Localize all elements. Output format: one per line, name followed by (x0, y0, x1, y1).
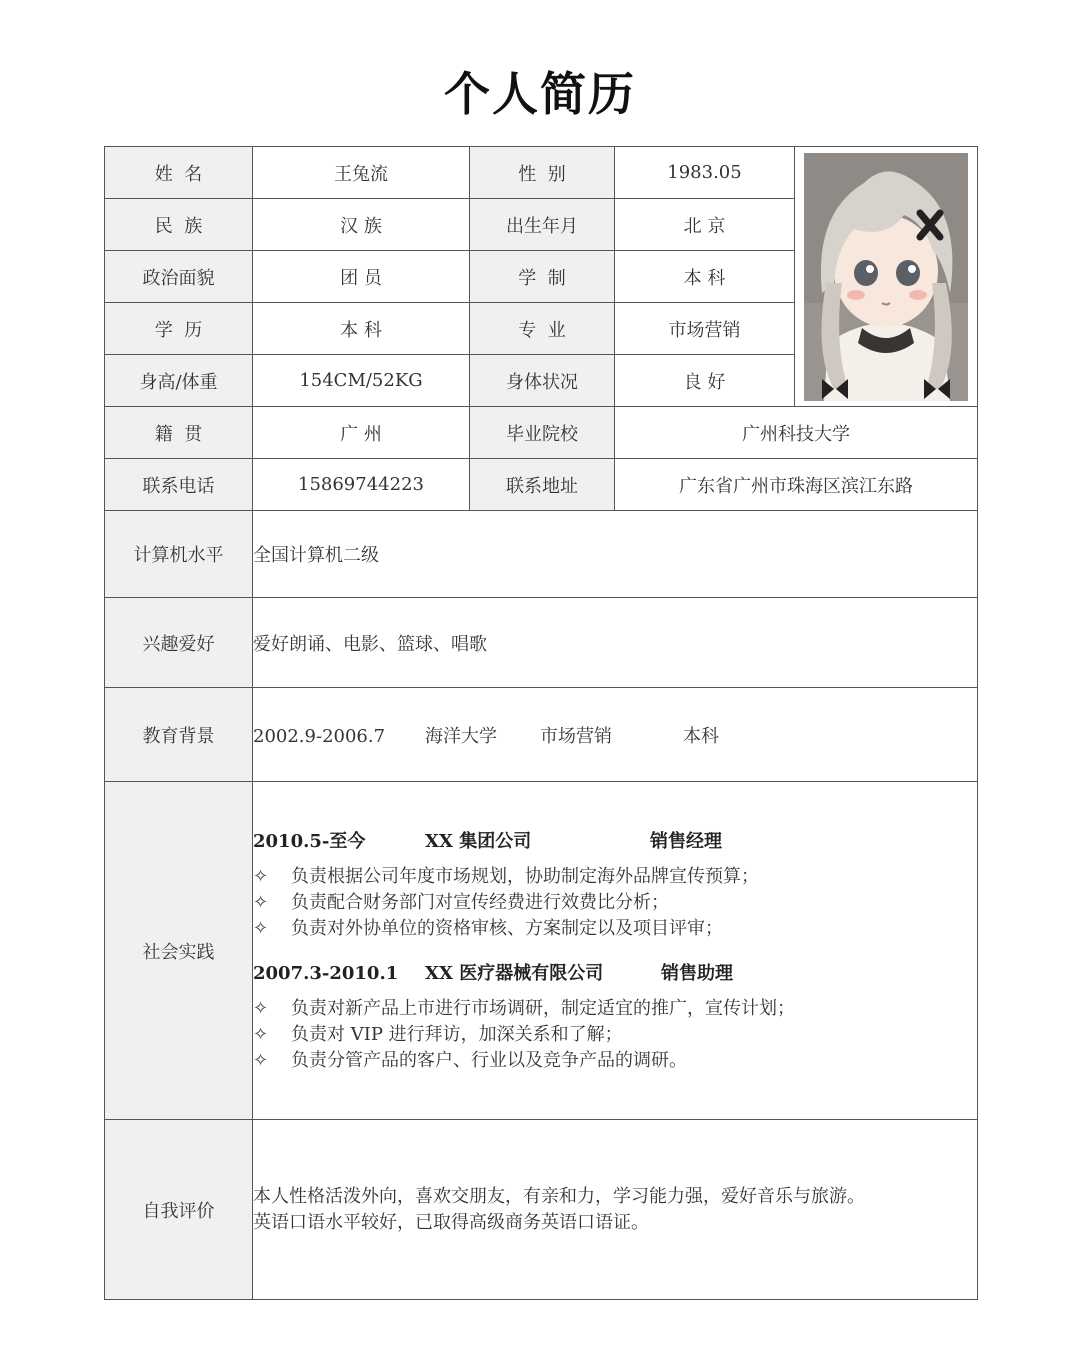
list-item: ✧ 负责对外协单位的资格审核、方案制定以及项目评审； (253, 917, 723, 939)
education-label: 教育背景 (105, 688, 253, 782)
education-value (253, 688, 978, 782)
job-2-header (253, 959, 977, 985)
job-2-company: XX 医疗器械有限公司 (425, 962, 604, 984)
ethnicity-value: 汉 族 (253, 199, 470, 251)
job-1-company: XX 集团公司 (425, 830, 532, 852)
practice-content (253, 782, 978, 1120)
phone-label: 联系电话 (105, 459, 253, 511)
list-item: ✧ 负责配合财务部门对宣传经费进行效费比分析； (253, 891, 669, 913)
education-degree: 本科 (683, 725, 719, 747)
bullet-icon: ✧ (253, 891, 269, 913)
job-2-period: 2007.3-2010.1 (253, 962, 399, 984)
native-place-label: 籍 贯 (105, 407, 253, 459)
height-weight-label: 身高/体重 (105, 355, 253, 407)
address-value: 广东省广州市珠海区滨江东路 (615, 459, 978, 511)
education-major: 市场营销 (540, 725, 612, 747)
photo-cell (795, 147, 978, 407)
school-label: 毕业院校 (470, 407, 615, 459)
page-title: 个人简历 (444, 67, 636, 121)
health-value: 良 好 (615, 355, 795, 407)
political-value: 团 员 (253, 251, 470, 303)
computer-level-value: 全国计算机二级 (253, 511, 978, 598)
height-weight-value: 154CM/52KG (253, 355, 470, 407)
address-label: 联系地址 (470, 459, 615, 511)
birth-value: 北 京 (615, 199, 795, 251)
ethnicity-label: 民 族 (105, 199, 253, 251)
hobbies-label: 兴趣爱好 (105, 598, 253, 688)
school-value: 广州科技大学 (615, 407, 978, 459)
job-1-position: 销售经理 (650, 830, 722, 852)
system-value: 本 科 (615, 251, 795, 303)
bullet-icon: ✧ (253, 865, 269, 887)
self-evaluation-label: 自我评价 (105, 1120, 253, 1300)
computer-level-label: 计算机水平 (105, 511, 253, 598)
gender-label: 性 别 (470, 147, 615, 199)
major-label: 专 业 (470, 303, 615, 355)
resume-table (104, 146, 978, 1300)
job-2-position: 销售助理 (661, 962, 733, 984)
list-item: ✧ 负责对新产品上市进行市场调研，制定适宜的推广，宣传计划； (253, 997, 795, 1019)
self-evaluation-line-1: 本人性格活泼外向，喜欢交朋友，有亲和力，学习能力强，爱好音乐与旅游。 (253, 1185, 865, 1207)
job-2 (253, 959, 977, 1073)
list-item: ✧ 负责对 VIP 进行拜访，加深关系和了解； (253, 1023, 623, 1045)
bullet-icon: ✧ (253, 1049, 269, 1071)
list-item: ✧ 负责分管产品的客户、行业以及竞争产品的调研。 (253, 1049, 687, 1071)
practice-label: 社会实践 (105, 782, 253, 1120)
phone-value: 15869744223 (253, 459, 470, 511)
job-1-header (253, 827, 977, 853)
hobbies-value: 爱好朗诵、电影、篮球、唱歌 (253, 598, 978, 688)
self-evaluation-line-2: 英语口语水平较好，已取得高级商务英语口语证。 (253, 1211, 649, 1233)
degree-label: 学 历 (105, 303, 253, 355)
job-1 (253, 827, 977, 941)
bullet-icon: ✧ (253, 997, 269, 1019)
birth-label: 出生年月 (470, 199, 615, 251)
list-item: ✧ 负责根据公司年度市场规划，协助制定海外品牌宣传预算； (253, 865, 759, 887)
native-place-value: 广 州 (253, 407, 470, 459)
education-school: 海洋大学 (425, 725, 497, 747)
job-1-duties (253, 865, 977, 941)
major-value: 市场营销 (615, 303, 795, 355)
job-2-duties (253, 997, 977, 1073)
name-value: 王兔流 (253, 147, 470, 199)
bullet-icon: ✧ (253, 917, 269, 939)
health-label: 身体状况 (470, 355, 615, 407)
self-evaluation-value (253, 1120, 978, 1300)
degree-value: 本 科 (253, 303, 470, 355)
system-label: 学 制 (470, 251, 615, 303)
bullet-icon: ✧ (253, 1023, 269, 1045)
avatar (804, 153, 968, 401)
name-label: 姓 名 (105, 147, 253, 199)
political-label: 政治面貌 (105, 251, 253, 303)
gender-value: 1983.05 (615, 147, 795, 199)
job-1-period: 2010.5-至今 (253, 830, 366, 852)
education-period: 2002.9-2006.7 (253, 725, 386, 747)
